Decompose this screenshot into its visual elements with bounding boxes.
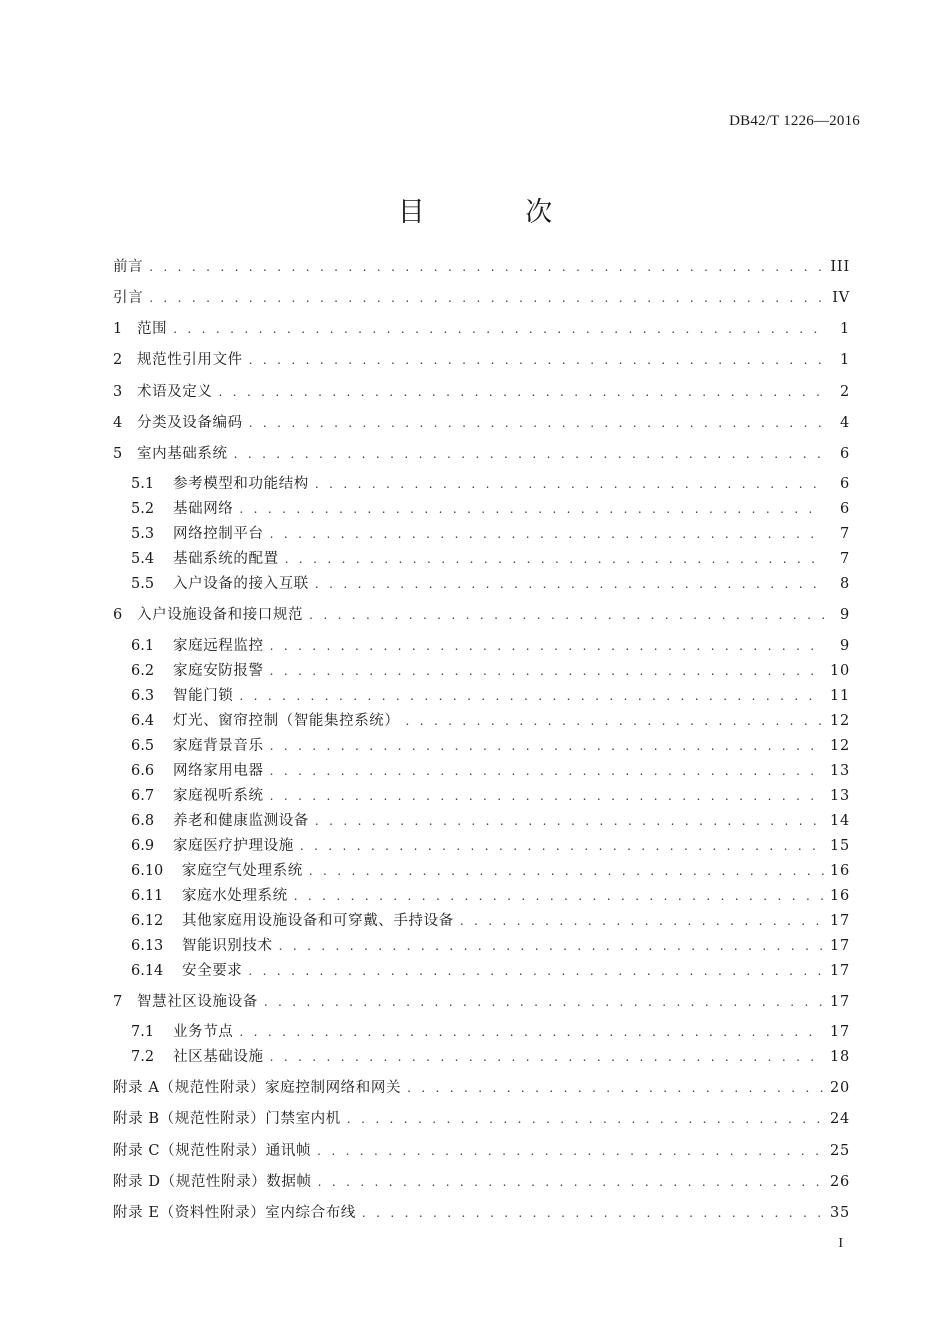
toc-entry-label: 网络控制平台 [173, 526, 264, 542]
toc-entry-number: 6.10 [131, 863, 164, 879]
toc-entry-number: 6.9 [131, 838, 155, 854]
toc-entry-page: 18 [829, 1049, 850, 1065]
dot-leader [249, 416, 824, 430]
toc-entry[interactable] [113, 990, 850, 1012]
toc-entry-page: 6 [839, 446, 850, 462]
dot-leader [239, 1025, 824, 1039]
toc-entry[interactable] [131, 634, 850, 656]
toc-entry-label: 范围 [137, 321, 168, 337]
toc-entry-number: 6.14 [131, 963, 164, 979]
toc-entry-number: 5.1 [131, 476, 155, 492]
dot-leader [173, 322, 824, 336]
toc-entry-label: 附录 B（规范性附录）门禁室内机 [113, 1111, 341, 1127]
toc-entry[interactable] [131, 959, 850, 981]
dot-leader [270, 639, 824, 653]
toc-entry-page: III [830, 259, 850, 275]
dot-leader [460, 914, 824, 928]
toc-entry[interactable] [131, 497, 850, 519]
toc-entry-label: 前言 [113, 259, 144, 275]
toc-entry[interactable] [131, 734, 850, 756]
toc-entry-label: 网络家用电器 [173, 763, 264, 779]
toc-entry[interactable] [131, 859, 850, 881]
toc-entry[interactable] [113, 1076, 850, 1098]
dot-leader [234, 447, 824, 461]
toc-entry-number: 2 [113, 352, 123, 368]
toc-entry-label: 智能识别技术 [182, 938, 273, 954]
dot-leader [149, 260, 824, 274]
toc-entry-page: 16 [829, 863, 850, 879]
toc-entry-label: 智能门锁 [173, 688, 234, 704]
dot-leader [294, 889, 824, 903]
toc-entry-number: 5.2 [131, 501, 155, 517]
toc-entry-page: IV [832, 290, 850, 306]
toc-entry-number: 5 [113, 446, 123, 462]
toc-entry-label: 附录 A（规范性附录）家庭控制网络和网关 [113, 1080, 402, 1096]
dot-leader [407, 1081, 824, 1095]
toc-entry[interactable] [131, 547, 850, 569]
dot-leader [309, 608, 824, 622]
toc-entry-page: 26 [829, 1174, 850, 1190]
dot-leader [149, 291, 824, 305]
toc-entry-label: 基础网络 [173, 501, 234, 517]
toc-entry-page: 1 [839, 321, 850, 337]
toc-entry-page: 7 [839, 551, 850, 567]
toc-entry-page: 16 [829, 888, 850, 904]
toc-entry-number: 7.1 [131, 1024, 155, 1040]
toc-entry-label: 入户设施设备和接口规范 [137, 607, 304, 623]
dot-leader [270, 764, 824, 778]
toc-entry[interactable] [113, 603, 850, 625]
toc-entry-page: 20 [829, 1080, 850, 1096]
dot-leader [315, 814, 824, 828]
toc-entry-page: 12 [829, 713, 850, 729]
dot-leader [270, 1050, 824, 1064]
toc-entry-page: 6 [839, 476, 850, 492]
toc-entry-page: 9 [839, 638, 850, 654]
toc-entry-number: 5.4 [131, 551, 155, 567]
toc-entry-label: 参考模型和功能结构 [173, 476, 309, 492]
toc-entry-number: 6.8 [131, 813, 155, 829]
dot-leader [270, 789, 824, 803]
toc-entry-label: 附录 C（规范性附录）通讯帧 [113, 1143, 312, 1159]
toc-entry[interactable] [131, 1045, 850, 1067]
toc-entry-number: 4 [113, 415, 123, 431]
toc-entry[interactable] [131, 709, 850, 731]
toc-entry-label: 养老和健康监测设备 [173, 813, 309, 829]
page-title: 目 次 [397, 197, 599, 228]
toc-entry[interactable] [131, 659, 850, 681]
toc-entry[interactable] [131, 909, 850, 931]
toc-entry-page: 17 [829, 1024, 850, 1040]
toc-entry-page: 17 [829, 994, 850, 1010]
dot-leader [300, 839, 824, 853]
toc-entry-label: 家庭安防报警 [173, 663, 264, 679]
toc-entry-label: 规范性引用文件 [137, 352, 243, 368]
toc-entry-label: 室内基础系统 [137, 446, 228, 462]
toc-entry-label: 基础系统的配置 [173, 551, 279, 567]
toc-entry-number: 6.6 [131, 763, 155, 779]
doc-code: DB42/T 1226—2016 [729, 113, 860, 129]
toc-entry[interactable] [113, 380, 850, 402]
toc-entry-page: 15 [829, 838, 850, 854]
toc-entry-page: 25 [829, 1143, 850, 1159]
dot-leader [315, 477, 824, 491]
toc-entry-label: 社区基础设施 [173, 1049, 264, 1065]
toc-entry-label: 入户设备的接入互联 [173, 576, 309, 592]
toc-entry[interactable] [131, 522, 850, 544]
dot-leader [248, 964, 824, 978]
toc-entry[interactable] [113, 286, 850, 308]
dot-leader [270, 527, 824, 541]
dot-leader [317, 1144, 824, 1158]
toc-entry-number: 7 [113, 994, 123, 1010]
toc-entry-page: 2 [839, 384, 850, 400]
toc-entry-label: 业务节点 [173, 1024, 234, 1040]
toc-entry-number: 6.4 [131, 713, 155, 729]
toc-entry-label: 家庭背景音乐 [173, 738, 264, 754]
toc-entry[interactable] [131, 472, 850, 494]
toc-entry[interactable] [131, 809, 850, 831]
toc-entry-page: 11 [829, 688, 850, 704]
toc-entry-label: 引言 [113, 290, 144, 306]
toc-entry[interactable] [113, 317, 850, 339]
toc-entry-label: 术语及定义 [137, 384, 213, 400]
toc-entry-label: 智慧社区设施设备 [137, 994, 258, 1010]
toc-entry-label: 灯光、窗帘控制（智能集控系统） [173, 713, 400, 729]
dot-leader [270, 664, 824, 678]
dot-leader [249, 353, 824, 367]
dot-leader [362, 1206, 824, 1220]
toc-entry-page: 17 [829, 938, 850, 954]
dot-leader [219, 385, 825, 399]
dot-leader [318, 1175, 824, 1189]
page-number: I [838, 1236, 843, 1251]
toc-entry-page: 17 [829, 963, 850, 979]
toc-entry-page: 14 [829, 813, 850, 829]
dot-leader [279, 939, 824, 953]
toc-entry[interactable] [113, 255, 850, 277]
toc-entry[interactable] [113, 1170, 850, 1192]
toc-entry[interactable] [113, 1201, 850, 1223]
toc-entry-label: 家庭水处理系统 [182, 888, 288, 904]
toc-entry-page: 8 [839, 576, 850, 592]
toc-entry-number: 6 [113, 607, 123, 623]
toc-entry-number: 6.11 [131, 888, 164, 904]
toc-entry-label: 家庭医疗护理设施 [173, 838, 294, 854]
dot-leader [239, 502, 824, 516]
toc-entry-page: 13 [829, 763, 850, 779]
toc-entry[interactable] [131, 572, 850, 594]
toc-entry[interactable] [113, 411, 850, 433]
toc-entry[interactable] [131, 784, 850, 806]
dot-leader [406, 714, 824, 728]
toc-entry-number: 5.5 [131, 576, 155, 592]
toc-entry-label: 附录 D（规范性附录）数据帧 [113, 1174, 312, 1190]
toc-entry[interactable] [131, 684, 850, 706]
toc-entry-number: 6.2 [131, 663, 155, 679]
toc-entry-number: 6.5 [131, 738, 155, 754]
toc-entry[interactable] [131, 834, 850, 856]
toc-entry-page: 13 [829, 788, 850, 804]
toc-entry-page: 1 [839, 352, 850, 368]
dot-leader [347, 1112, 824, 1126]
toc-entry[interactable] [131, 1020, 850, 1042]
toc-entry-label: 家庭视听系统 [173, 788, 264, 804]
toc-entry-number: 6.13 [131, 938, 164, 954]
dot-leader [285, 552, 824, 566]
toc-entry-label: 附录 E（资料性附录）室内综合布线 [113, 1205, 356, 1221]
dot-leader [309, 864, 824, 878]
toc-entry-number: 6.3 [131, 688, 155, 704]
toc-entry[interactable] [131, 884, 850, 906]
toc-entry-page: 24 [829, 1111, 850, 1127]
toc-entry-number: 6.7 [131, 788, 155, 804]
toc-entry-number: 6.12 [131, 913, 164, 929]
toc-entry[interactable] [131, 934, 850, 956]
toc-entry[interactable] [113, 1139, 850, 1161]
toc-entry-page: 10 [829, 663, 850, 679]
dot-leader [264, 995, 824, 1009]
toc-entry-number: 1 [113, 321, 123, 337]
toc-entry-number: 7.2 [131, 1049, 155, 1065]
toc-entry-page: 7 [839, 526, 850, 542]
toc-entry-page: 6 [839, 501, 850, 517]
toc-entry-page: 12 [829, 738, 850, 754]
toc-entry-number: 3 [113, 384, 123, 400]
toc-entry-number: 5.3 [131, 526, 155, 542]
toc-entry-label: 其他家庭用设施设备和可穿戴、手持设备 [182, 913, 454, 929]
toc-entry-page: 4 [839, 415, 850, 431]
toc-entry[interactable] [113, 442, 850, 464]
toc-entry-label: 家庭空气处理系统 [182, 863, 303, 879]
toc-entry[interactable] [113, 348, 850, 370]
toc-entry-number: 6.1 [131, 638, 155, 654]
toc-entry[interactable] [113, 1107, 850, 1129]
dot-leader [239, 689, 824, 703]
toc-entry[interactable] [131, 759, 850, 781]
toc-entry-page: 9 [839, 607, 850, 623]
dot-leader [315, 577, 824, 591]
toc-entry-page: 17 [829, 913, 850, 929]
toc-entry-label: 安全要求 [182, 963, 243, 979]
toc-entry-label: 分类及设备编码 [137, 415, 243, 431]
dot-leader [270, 739, 824, 753]
toc-entry-label: 家庭远程监控 [173, 638, 264, 654]
toc-entry-page: 35 [829, 1205, 850, 1221]
